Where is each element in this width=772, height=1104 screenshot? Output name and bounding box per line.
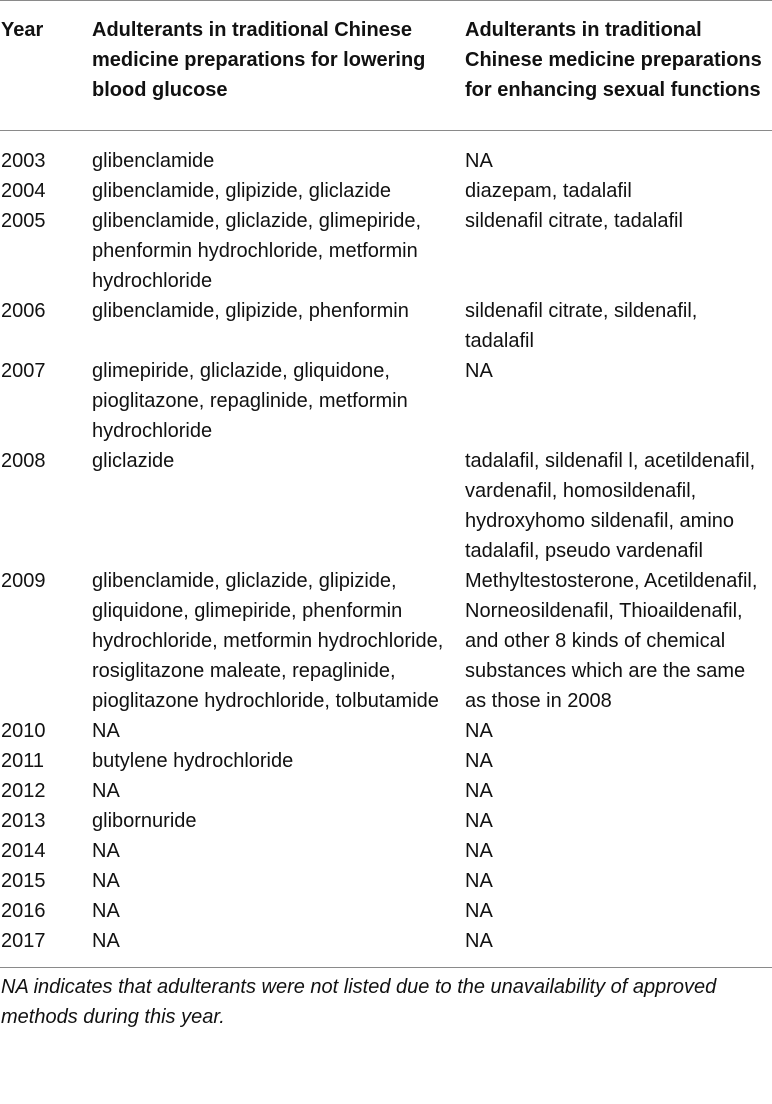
cell-sexual: Methyltestosterone, Acetildenafil, Norneosildenafil, Thioaildenafil, and other 8 kinds of chemical substances which are the same as those in 2008 (465, 570, 758, 712)
cell-year: 2012 (1, 780, 46, 802)
cell-sexual: NA (465, 150, 493, 172)
table-row (0, 716, 772, 746)
cell-year: 2005 (1, 210, 46, 232)
cell-glucose: gliclazide (92, 450, 175, 472)
cell-glucose: NA (92, 870, 120, 892)
cell-year: 2011 (1, 750, 45, 772)
cell-year: 2010 (1, 720, 46, 742)
cell-glucose: NA (92, 930, 120, 952)
table-row (0, 836, 772, 866)
cell-year: 2006 (1, 300, 46, 322)
cell-sexual: NA (465, 780, 493, 802)
table-row (0, 146, 772, 176)
cell-sexual: NA (465, 720, 493, 742)
cell-year: 2004 (1, 180, 46, 202)
cell-year: 2016 (1, 900, 46, 922)
cell-sexual: NA (465, 840, 493, 862)
cell-year: 2014 (1, 840, 46, 862)
table-footnote: NA indicates that adulterants were not listed due to the unavailability of approved methods during this year. (1, 976, 717, 1028)
table-row (0, 206, 772, 296)
cell-glucose: glibenclamide, gliclazide, glipizide, gliquidone, glimepiride, phenformin hydrochloride, metformin hydrochloride, rosiglitazone maleate, repaglinide, pioglitazone hydrochloride, tolbutamide (92, 570, 444, 712)
table-row (0, 776, 772, 806)
cell-glucose: glibenclamide, glipizide, gliclazide (92, 180, 392, 202)
cell-sexual: NA (465, 810, 493, 832)
cell-sexual: NA (465, 930, 493, 952)
cell-sexual: NA (465, 360, 493, 382)
cell-sexual: diazepam, tadalafil (465, 180, 632, 202)
cell-sexual: NA (465, 750, 493, 772)
table-header-row (0, 1, 772, 130)
cell-glucose: glibenclamide, glipizide, phenformin (92, 300, 409, 322)
cell-year: 2017 (1, 930, 46, 952)
table-row (0, 176, 772, 206)
cell-glucose: glibenclamide, gliclazide, glimepiride, phenformin hydrochloride, metformin hydrochloride (92, 210, 422, 292)
cell-glucose: NA (92, 720, 120, 742)
table-row (0, 356, 772, 446)
table-row (0, 896, 772, 926)
cell-glucose: glimepiride, gliclazide, gliquidone, pioglitazone, repaglinide, metformin hydrochloride (92, 360, 408, 442)
table-row (0, 566, 772, 716)
cell-glucose: glibornuride (92, 810, 197, 832)
cell-year: 2015 (1, 870, 46, 892)
cell-year: 2007 (1, 360, 46, 382)
cell-glucose: NA (92, 780, 120, 802)
table-row (0, 296, 772, 356)
cell-year: 2008 (1, 450, 46, 472)
header-sexual: Adulterants in traditional Chinese medicine preparations for enhancing sexual functions (465, 19, 762, 101)
cell-year: 2003 (1, 150, 46, 172)
table-row (0, 926, 772, 956)
cell-year: 2013 (1, 810, 46, 832)
table-row (0, 746, 772, 776)
cell-sexual: sildenafil citrate, tadalafil (465, 210, 683, 232)
table-row (0, 446, 772, 566)
table-row (0, 866, 772, 896)
cell-glucose: butylene hydrochloride (92, 750, 294, 772)
header-year: Year (1, 19, 44, 41)
header-glucose: Adulterants in traditional Chinese medicine preparations for lowering blood glucose (92, 19, 426, 101)
cell-glucose: NA (92, 900, 120, 922)
cell-sexual: sildenafil citrate, sildenafil, tadalafil (465, 300, 698, 352)
cell-sexual: NA (465, 900, 493, 922)
cell-sexual: NA (465, 870, 493, 892)
table-body (0, 131, 772, 967)
cell-year: 2009 (1, 570, 46, 592)
cell-glucose: glibenclamide (92, 150, 215, 172)
cell-glucose: NA (92, 840, 120, 862)
table-row (0, 806, 772, 836)
cell-sexual: tadalafil, sildenafil l, acetildenafil, vardenafil, homosildenafil, hydroxyhomo sildenafil, amino tadalafil, pseudo vardenafil (465, 450, 756, 562)
